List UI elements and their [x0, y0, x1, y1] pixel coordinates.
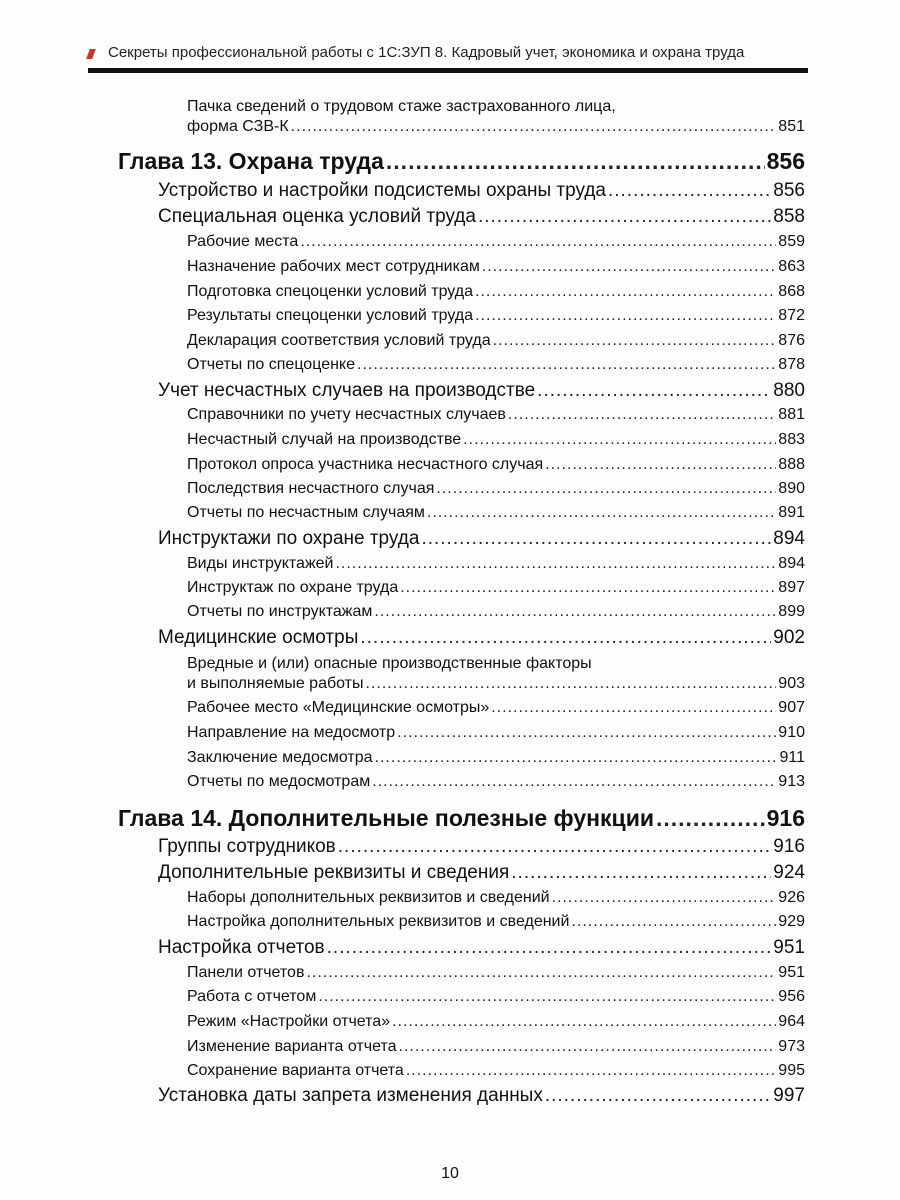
leader-dots	[306, 964, 776, 982]
toc-entry-title: Несчастный случай на производстве	[187, 431, 462, 448]
toc-subsection[interactable]	[187, 773, 805, 791]
toc-section[interactable]	[158, 206, 805, 228]
leader-dots	[327, 937, 772, 959]
leader-dots	[545, 456, 776, 474]
toc-entry-title: Отчеты по несчастным случаям	[187, 504, 425, 521]
toc-page-number: 872	[778, 307, 805, 324]
toc-page-number: 891	[778, 504, 805, 521]
toc-entry-title: Специальная оценка условий труда	[158, 206, 476, 227]
toc-subsection[interactable]	[187, 283, 805, 301]
leader-dots	[475, 283, 776, 301]
toc-page-number: 880	[773, 380, 805, 401]
toc-page-number: 890	[778, 480, 805, 497]
toc-entry-title: Работа с отчетом	[187, 988, 317, 1005]
toc-subsection[interactable]	[187, 356, 805, 374]
toc-section[interactable]	[158, 627, 805, 649]
toc-entry-title: форма СЗВ-К	[187, 118, 289, 135]
leader-dots	[491, 699, 776, 717]
leader-dots	[571, 913, 776, 931]
toc-page-number: 897	[778, 579, 805, 596]
toc-page-number: 973	[778, 1038, 805, 1055]
toc-subsection[interactable]	[187, 406, 805, 424]
toc-entry-title: Виды инструктажей	[187, 555, 334, 572]
toc-section[interactable]	[158, 528, 805, 550]
toc-entry-title: Заключение медосмотра	[187, 749, 373, 766]
toc-page-number: 903	[778, 675, 805, 692]
leader-dots	[552, 889, 777, 907]
toc-entry-title: Последствия несчастного случая	[187, 480, 435, 497]
leader-dots	[386, 148, 765, 175]
toc-subsection[interactable]	[187, 675, 805, 693]
chapter-title: Глава 14. Дополнительные полезные функции	[118, 805, 654, 831]
toc-entry-title: Отчеты по инструктажам	[187, 603, 373, 620]
toc-entry-title: Настройка дополнительных реквизитов и сведений	[187, 913, 570, 930]
leader-dots	[318, 988, 776, 1006]
toc-page-number: 888	[778, 456, 805, 473]
toc-subsection[interactable]	[187, 1038, 805, 1056]
toc-entry-title: Отчеты по медосмотрам	[187, 773, 371, 790]
toc-entry-title: Устройство и настройки подсистемы охраны труда	[158, 180, 606, 201]
leader-dots	[656, 805, 765, 832]
toc-entry-title: Протокол опроса участника несчастного случая	[187, 456, 544, 473]
toc-entry-title: Режим «Настройки отчета»	[187, 1013, 391, 1030]
toc-subsection[interactable]	[187, 1062, 805, 1080]
toc-entry-title: Изменение варианта отчета	[187, 1038, 397, 1055]
toc-entry-title: Направление на медосмотр	[187, 724, 396, 741]
leader-dots	[406, 1062, 776, 1080]
toc-page-number: 910	[778, 724, 805, 741]
toc-page-number: 863	[778, 258, 805, 275]
toc-entry-title: Рабочие места	[187, 233, 299, 250]
toc-page-number: 868	[778, 283, 805, 300]
leader-dots	[338, 836, 772, 858]
toc-page-number: 894	[773, 528, 805, 549]
toc-entry[interactable]	[187, 118, 805, 136]
leader-dots	[357, 356, 776, 374]
leader-dots	[400, 579, 776, 597]
toc-subsection[interactable]	[187, 749, 805, 767]
toc-page-number: 951	[778, 964, 805, 981]
toc-entry-title: Подготовка спецоценки условий труда	[187, 283, 474, 300]
toc-subsection[interactable]	[187, 233, 805, 251]
leader-dots	[508, 406, 776, 424]
leader-dots	[366, 675, 777, 693]
toc-page-number: 995	[778, 1062, 805, 1079]
toc-subsection[interactable]	[187, 258, 805, 276]
leader-dots	[475, 307, 776, 325]
toc-entry-title: Панели отчетов	[187, 964, 305, 981]
toc-entry-title: Учет несчастных случаев на производстве	[158, 380, 536, 401]
toc-subsection[interactable]	[187, 699, 805, 717]
toc-subsection[interactable]	[187, 603, 805, 621]
toc-page-number: 916	[766, 805, 805, 831]
leader-dots	[608, 180, 771, 202]
toc-subsection[interactable]	[187, 332, 805, 350]
toc-page-number: 956	[778, 988, 805, 1005]
leader-dots	[436, 480, 776, 498]
toc-entry-title: Медицинские осмотры	[158, 627, 359, 648]
toc-page-number: 899	[778, 603, 805, 620]
toc-entry-title: Справочники по учету несчастных случаев	[187, 406, 506, 423]
toc-page-number: 911	[779, 749, 805, 766]
toc-section[interactable]	[158, 380, 805, 402]
toc-section[interactable]	[158, 1085, 805, 1107]
toc-subsection[interactable]	[187, 1013, 805, 1031]
toc-page-number: 876	[778, 332, 805, 349]
toc-chapter-14[interactable]	[118, 805, 805, 832]
toc-page-number: 907	[778, 699, 805, 716]
toc-entry-title: Результаты спецоценки условий труда	[187, 307, 474, 324]
toc-page-number: 902	[773, 627, 805, 648]
leader-dots	[537, 380, 771, 402]
toc-entry-title: Установка даты запрета изменения данных	[158, 1085, 543, 1106]
toc-subsection[interactable]	[187, 456, 805, 474]
toc-section[interactable]	[158, 937, 805, 959]
toc-page-number: 878	[778, 356, 805, 373]
toc-page-number: 929	[778, 913, 805, 930]
leader-dots	[291, 118, 777, 136]
toc-subsection[interactable]	[187, 555, 805, 573]
toc-subsection[interactable]	[187, 431, 805, 449]
toc-subsection[interactable]	[187, 504, 805, 522]
toc-subsection[interactable]	[187, 724, 805, 742]
leader-dots	[511, 862, 771, 884]
toc-entry-title: Назначение рабочих мест сотрудникам	[187, 258, 480, 275]
toc-entry-title: Инструктажи по охране труда	[158, 528, 420, 549]
toc-page-number: 924	[773, 862, 805, 883]
toc-entry-title: Рабочее место «Медицинские осмотры»	[187, 699, 490, 716]
toc-subsection[interactable]	[187, 307, 805, 325]
toc-section[interactable]	[158, 836, 805, 858]
leader-dots	[545, 1085, 771, 1107]
toc-page-number: 856	[773, 180, 805, 201]
leader-dots	[427, 504, 776, 522]
toc-entry-line1: Пачка сведений о трудовом стаже застрахованного лица,	[187, 98, 616, 115]
toc-page-number: 851	[778, 118, 805, 135]
toc-entry-line1: Вредные и (или) опасные производственные факторы	[187, 655, 592, 672]
chapter-title: Глава 13. Охрана труда	[118, 148, 384, 174]
toc-subsection[interactable]	[187, 480, 805, 498]
toc-subsection[interactable]	[187, 964, 805, 982]
toc-entry-title: Настройка отчетов	[158, 937, 325, 958]
leader-dots	[375, 749, 778, 767]
toc-entry-title: Дополнительные реквизиты и сведения	[158, 862, 510, 883]
toc-page-number: 951	[773, 937, 805, 958]
leader-dots	[493, 332, 777, 350]
toc-subsection[interactable]	[187, 889, 805, 907]
toc-section[interactable]	[158, 180, 805, 202]
leader-dots	[478, 206, 771, 228]
toc-page-number: 916	[773, 836, 805, 857]
toc-section[interactable]	[158, 862, 805, 884]
toc-page-number: 856	[766, 148, 805, 174]
toc-page-number: 858	[773, 206, 805, 227]
toc-entry-title: Сохранение варианта отчета	[187, 1062, 404, 1079]
leader-dots	[421, 528, 771, 550]
toc-entry-title: Инструктаж по охране труда	[187, 579, 399, 596]
leader-dots	[482, 258, 776, 276]
toc-page-number: 913	[778, 773, 805, 790]
toc-page-number: 997	[773, 1085, 805, 1106]
toc-entry-title: и выполняемые работы	[187, 675, 364, 692]
toc-entry-title: Группы сотрудников	[158, 836, 336, 857]
toc-entry-title: Наборы дополнительных реквизитов и сведений	[187, 889, 550, 906]
leader-dots	[374, 603, 776, 621]
leader-dots	[335, 555, 776, 573]
leader-dots	[360, 627, 771, 649]
leader-dots	[399, 1038, 777, 1056]
leader-dots	[463, 431, 776, 449]
toc-page-number: 883	[778, 431, 805, 448]
toc-page-number: 859	[778, 233, 805, 250]
leader-dots	[397, 724, 776, 742]
leader-dots	[372, 773, 776, 791]
page-number: 10	[441, 1165, 459, 1182]
leader-dots	[300, 233, 776, 251]
toc-entry-title: Отчеты по спецоценке	[187, 356, 355, 373]
toc-subsection[interactable]	[187, 988, 805, 1006]
toc-subsection[interactable]	[187, 579, 805, 597]
toc-page-number: 926	[778, 889, 805, 906]
toc-entry-title: Декларация соответствия условий труда	[187, 332, 491, 349]
toc-page-number: 894	[778, 555, 805, 572]
running-title: Секреты профессиональной работы с 1С:ЗУП 8. Кадровый учет, экономика и охрана труда	[108, 44, 745, 61]
leader-dots	[392, 1013, 776, 1031]
toc-page-number: 964	[778, 1013, 805, 1030]
toc-chapter-13[interactable]	[118, 148, 805, 175]
toc-subsection[interactable]	[187, 913, 805, 931]
toc-page-number: 881	[778, 406, 805, 423]
